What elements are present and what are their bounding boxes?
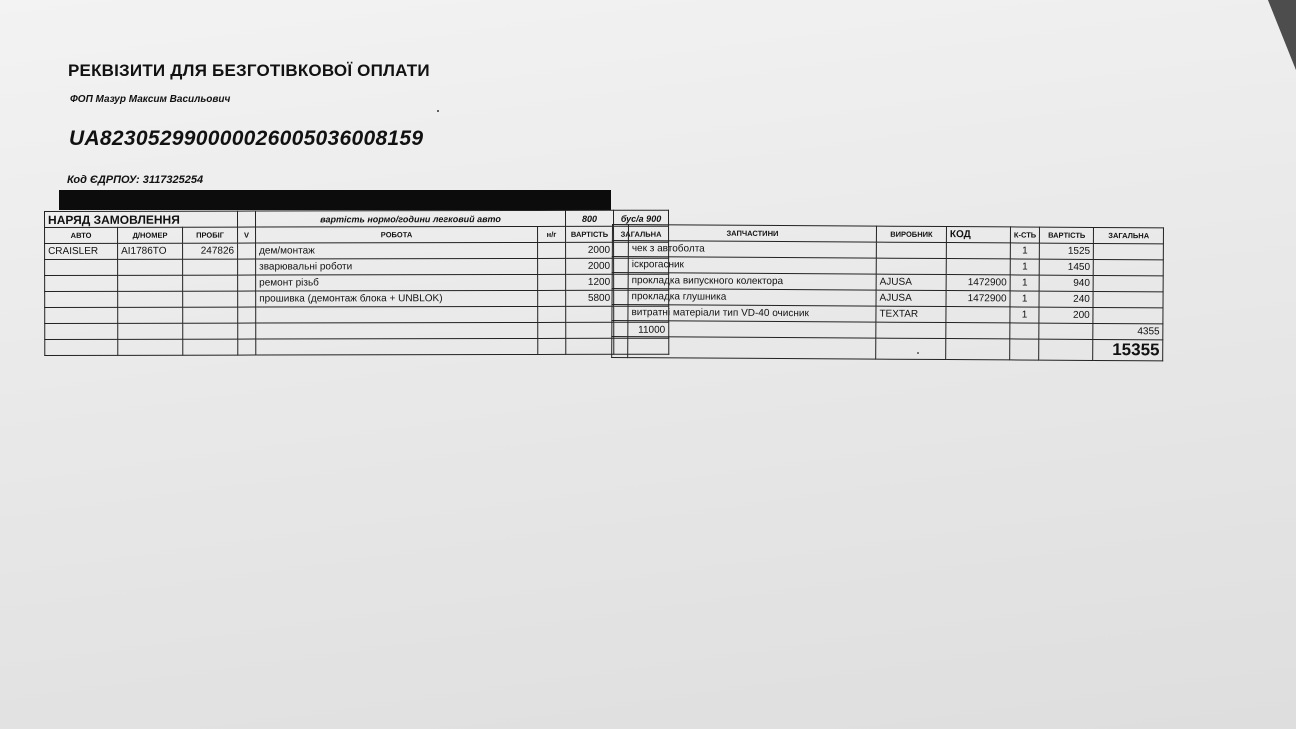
speck (437, 110, 439, 112)
work-order-table (44, 210, 669, 356)
col-parts: ЗАПЧАСТИНИ (628, 225, 876, 243)
part-name: прокладка випускного колектора (628, 273, 876, 291)
part-name: іскрогасник (628, 257, 876, 275)
work-cost: 1200 (566, 274, 614, 290)
owner-name: ФОП Мазур Максим Васильович (70, 94, 231, 105)
rate-label: вартість нормо/години легковий авто (256, 210, 566, 227)
black-header-bar (59, 190, 611, 210)
parts-table (611, 224, 1164, 361)
order-title: НАРЯД ЗАМОВЛЕННЯ (45, 211, 238, 227)
iban-number: UA823052990000026005036008159 (69, 127, 424, 150)
work-name: ремонт різьб (256, 274, 538, 291)
part-code (946, 307, 1010, 323)
table-row (45, 274, 669, 291)
table-row (45, 306, 669, 323)
rate-car: 800 (565, 210, 613, 226)
works-total: 11000 (614, 322, 669, 338)
grand-total-row (612, 337, 1163, 361)
part-maker: AJUSA (876, 290, 946, 306)
col-nh: н/г (538, 226, 566, 242)
part-maker (876, 242, 946, 258)
col-total: ЗАГАЛЬНА (614, 226, 669, 242)
part-code: 1472900 (946, 275, 1010, 291)
edrpou-code: Код ЄДРПОУ: 3117325254 (67, 174, 204, 186)
table-row (45, 258, 669, 275)
part-name: чек з автоболта (628, 241, 876, 259)
table-row (45, 290, 669, 307)
part-cost: 1450 (1039, 259, 1093, 275)
work-cost: 2000 (566, 258, 614, 274)
part-code (946, 243, 1010, 259)
work-cost: 5800 (566, 290, 614, 306)
col-auto: АВТО (45, 227, 118, 243)
vehicle-plate: AI1786TO (118, 243, 183, 259)
part-name: витратні матеріали тип VD-40 очисник (628, 305, 876, 323)
rate-bus: бус/а 900 (613, 210, 668, 226)
work-name: прошивка (демонтаж блока + UNBLOK) (256, 290, 538, 307)
part-cost: 240 (1039, 291, 1093, 307)
col-work: РОБОТА (256, 226, 538, 243)
part-maker (876, 258, 946, 274)
grand-total: 15355 (1093, 339, 1163, 360)
part-cost: 1525 (1040, 243, 1094, 259)
table-row (45, 242, 669, 259)
work-cost: 2000 (566, 242, 614, 258)
col-part-cost: ВАРТІСТЬ (1040, 227, 1094, 243)
part-code (946, 259, 1010, 275)
works-total-row (45, 322, 669, 339)
col-code: КОД (946, 227, 1010, 243)
part-qty: 1 (1010, 307, 1039, 323)
table-row (45, 338, 669, 355)
vehicle-auto: CRAISLER (45, 243, 118, 259)
col-part-total: ЗАГАЛЬНА (1094, 227, 1164, 243)
part-cost: 200 (1039, 307, 1093, 323)
work-name: зварювальні роботи (256, 258, 538, 275)
col-maker: ВИРОБНИК (876, 226, 946, 242)
col-qty: К-СТЬ (1010, 227, 1039, 243)
part-cost: 940 (1039, 275, 1093, 291)
part-qty: 1 (1010, 243, 1039, 259)
work-name: дем/монтаж (256, 242, 538, 259)
col-mileage: ПРОБІГ (183, 227, 238, 243)
col-cost: ВАРТІСТЬ (566, 226, 614, 242)
part-code: 1472900 (946, 291, 1010, 307)
part-maker: TEXTAR (876, 306, 946, 322)
vehicle-mileage: 247826 (183, 243, 238, 259)
part-name: прокладка глушника (628, 289, 876, 307)
part-qty: 1 (1010, 291, 1039, 307)
part-qty: 1 (1010, 259, 1039, 275)
col-plate: Д/НОМЕР (118, 227, 183, 243)
order-header-row (45, 226, 669, 243)
col-v: V (238, 227, 256, 243)
parts-total: 4355 (1093, 323, 1163, 339)
part-maker: AJUSA (876, 274, 946, 290)
document-title: РЕКВІЗИТИ ДЛЯ БЕЗГОТІВКОВОЇ ОПЛАТИ (68, 61, 430, 80)
order-title-row (45, 210, 669, 227)
part-qty: 1 (1010, 275, 1039, 291)
